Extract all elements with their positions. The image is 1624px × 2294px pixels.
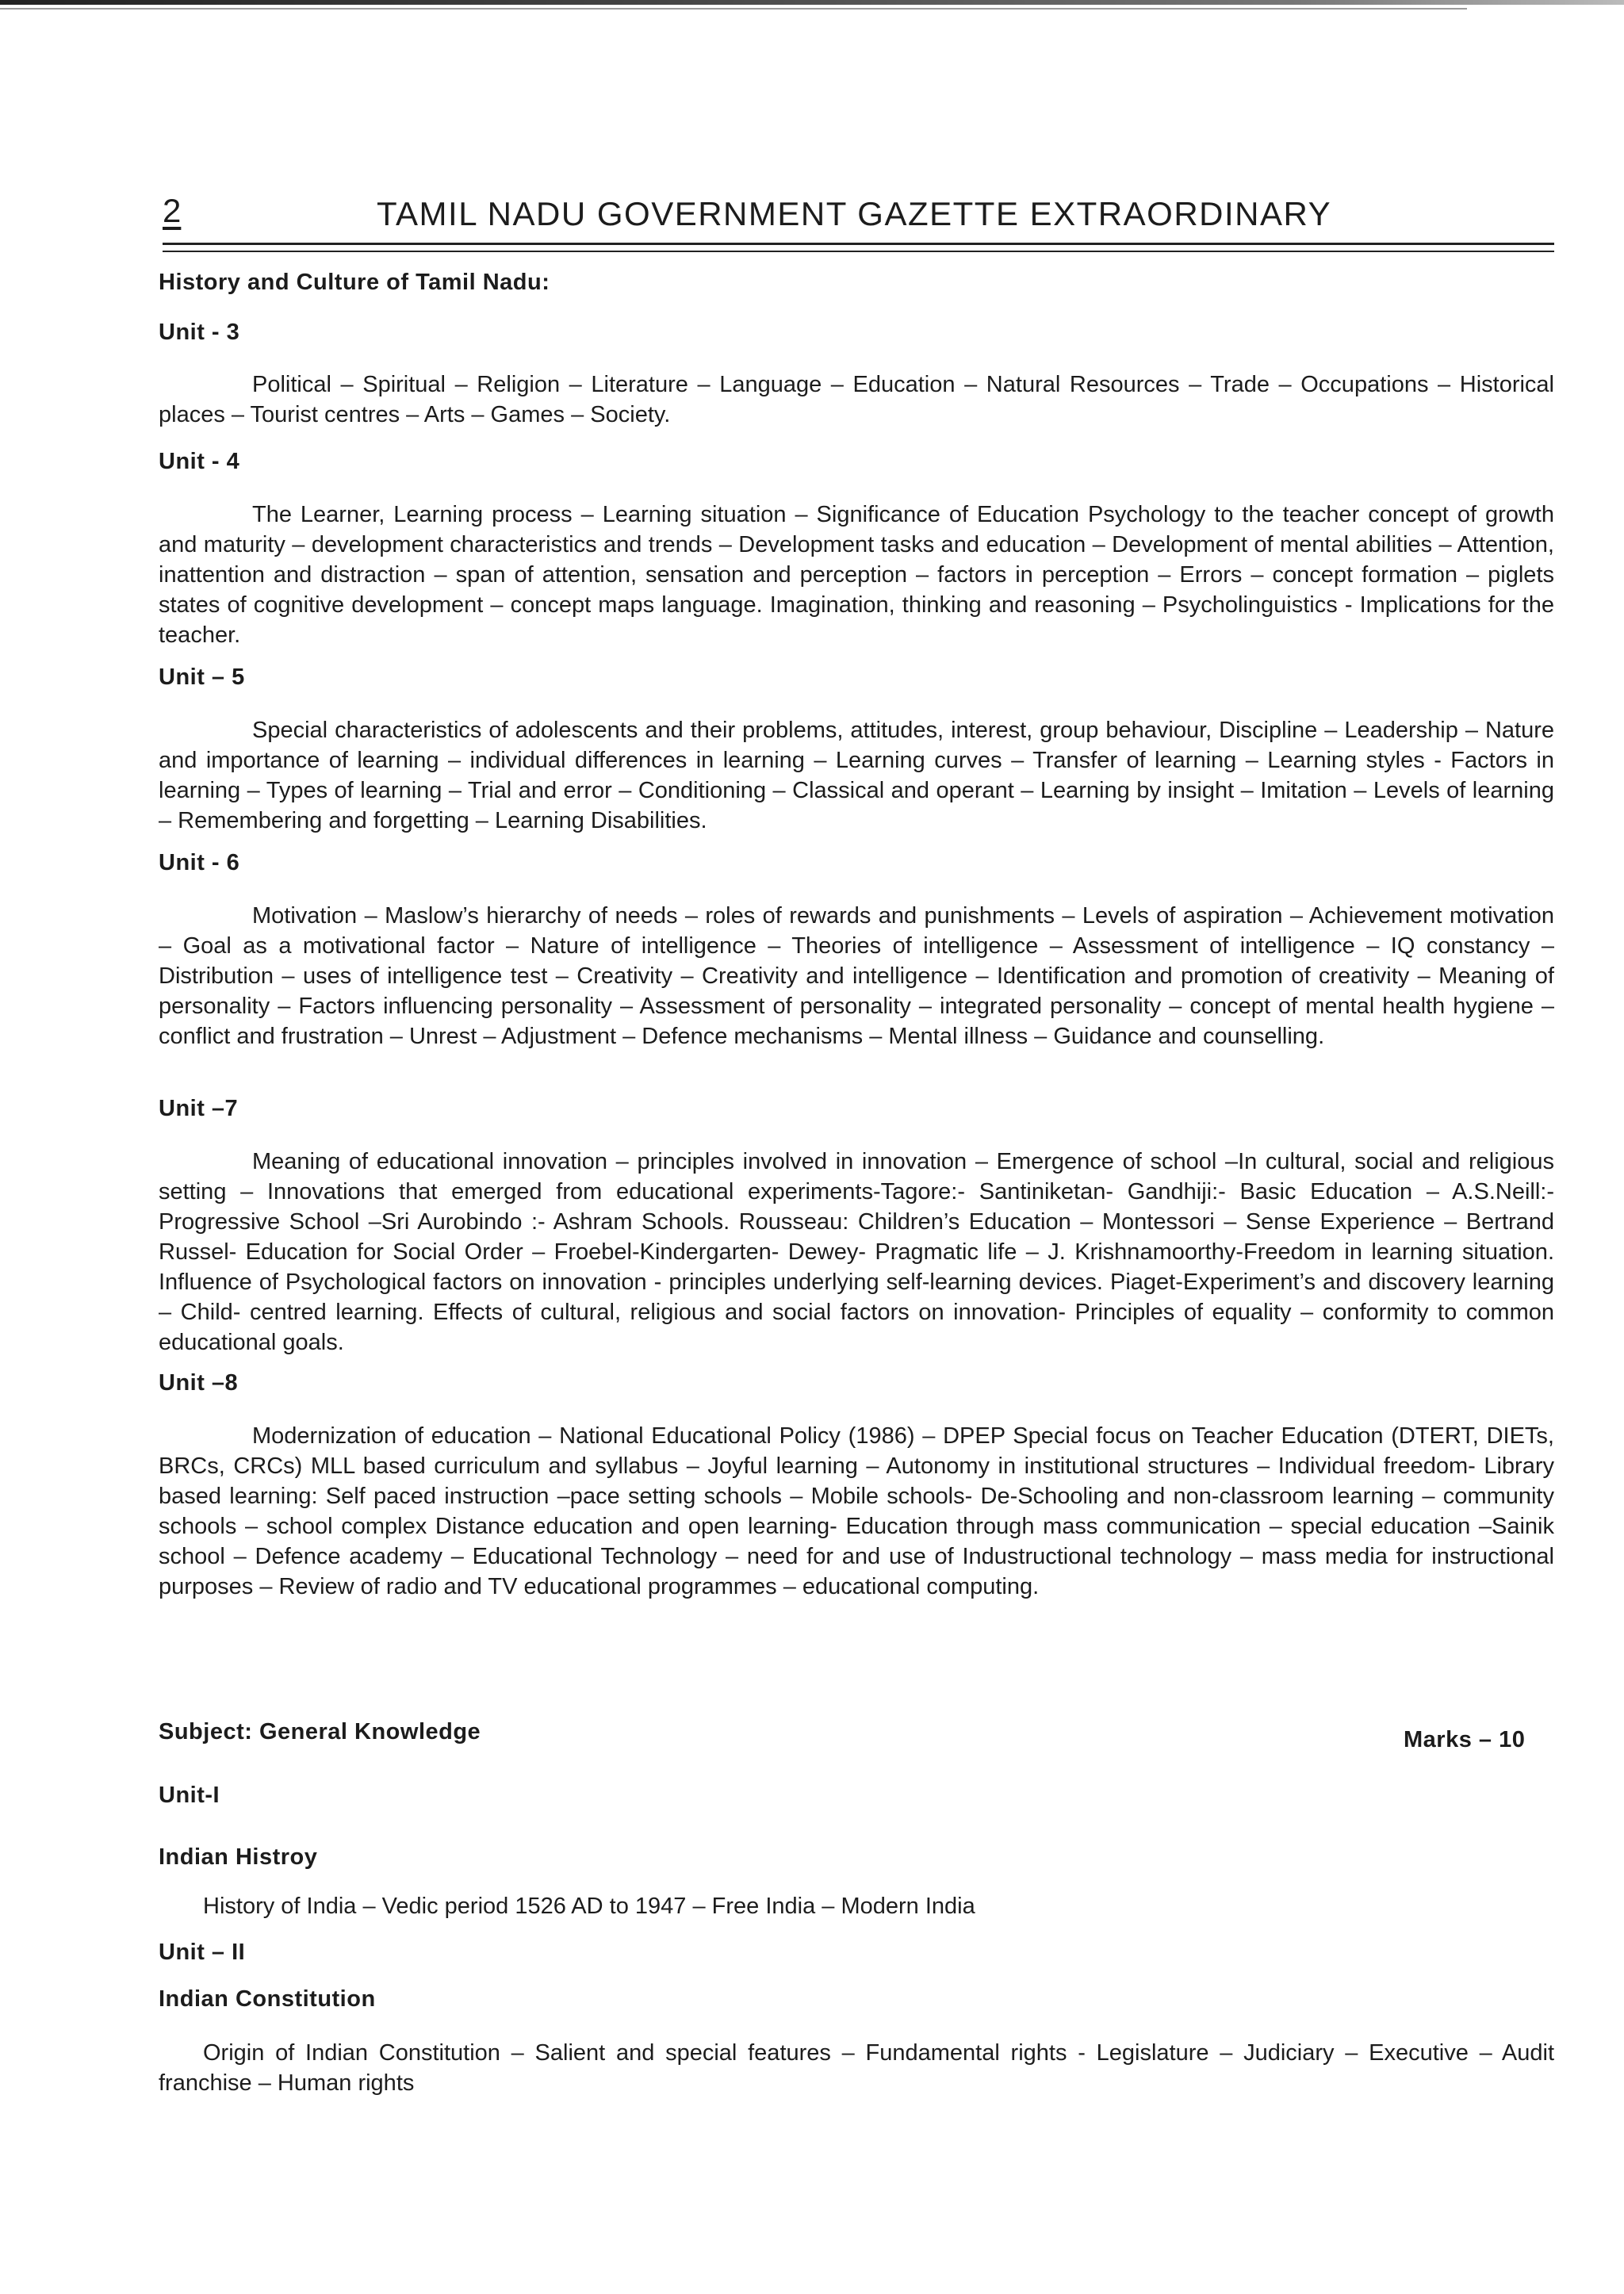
gazette-header	[163, 192, 1554, 239]
unit-4-heading: Unit - 4	[159, 449, 240, 474]
gk-unit-2-subheading: Indian Constitution	[159, 1986, 376, 2012]
unit-4-text: The Learner, Learning process – Learning situation – Significance of Education Psychology to the teacher concept of growth and maturity – development characteristics and trends – Development tasks and education – Development of mental abilities – Attention, inattention and distraction – span of attention, sensation and perception – factors in perception – Errors – concept formation – piglets states of cognitive development – concept maps language. Imagination, thinking and reasoning – Psycholinguistics - Implications for the teacher.	[159, 502, 1554, 648]
page-number: 2	[163, 192, 182, 229]
unit-7-heading: Unit –7	[159, 1096, 239, 1121]
unit-3-heading: Unit - 3	[159, 320, 240, 345]
scan-edge-line	[0, 8, 1467, 10]
header-rule-bottom	[163, 251, 1554, 252]
gk-unit-2-text: Origin of Indian Constitution – Salient and special features – Fundamental rights - Legislature – Judiciary – Executive – Audit franchise – Human rights	[159, 2040, 1554, 2096]
unit-8-text: Modernization of education – National Educational Policy (1986) – DPEP Special focus on Teacher Education (DTERT, DIETs, BRCs, CRCs) MLL based curriculum and syllabus – Joyful learning – Autonomy in institutional structures – Individual freedom- Library based learning: Self paced instruction –pace setting schools – Mobile schools- De-Schooling and non-classroom learning – community schools – school complex Distance education and open learning- Education through mass communication – special education –Sainik school – Defence academy – Educational Technology – need for and use of Industructional technology – mass media for instructional purposes – Review of radio and TV educational programmes – educational computing.	[159, 1423, 1554, 1599]
gk-unit-1-text: History of India – Vedic period 1526 AD to 1947 – Free India – Modern India	[203, 1894, 975, 1919]
marks-label: Marks – 10	[1404, 1727, 1526, 1752]
gk-unit-2-heading: Unit – II	[159, 1940, 246, 1965]
gk-unit-1-subheading: Indian Histroy	[159, 1844, 318, 1870]
unit-6-text: Motivation – Maslow’s hierarchy of needs – roles of rewards and punishments – Levels of aspiration – Achievement motivation – Goal as a motivational factor – Nature of intelligence – Theories of intelligence – Assessment of intelligence – IQ constancy – Distribution – uses of intelligence test – Creativity – Creativity and intelligence – Identification and promotion of creativity – Meaning of personality – Factors influencing personality – Assessment of personality – integrated personality – concept of mental health hygiene – conflict and frustration – Unrest – Adjustment – Defence mechanisms – Mental illness – Guidance and counselling.	[159, 903, 1554, 1049]
section-heading-history: History and Culture of Tamil Nadu:	[159, 270, 550, 295]
unit-7-text: Meaning of educational innovation – principles involved in innovation – Emergence of school –In cultural, social and religious setting – Innovations that emerged from educational experiments-Tagore:- Santiniketan- Gandhiji:- Basic Education – A.S.Neill:- Progressive School –Sri Aurobindo :- Ashram Schools. Rousseau: Children’s Education – Montessori – Sense Experience – Bertrand Russel- Education for Social Order – Froebel-Kindergarten- Dewey- Pragmatic life – J. Krishnamoorthy-Freedom in learning situation. Influence of Psychological factors on innovation - principles underlying self-learning devices. Piaget-Experiment’s and discovery learning – Child- centred learning. Effects of cultural, religious and social factors on innovation- Principles of equality – conformity to common educational goals.	[159, 1149, 1554, 1355]
unit-8-heading: Unit –8	[159, 1370, 239, 1396]
header-rule-top	[163, 243, 1554, 245]
subject-heading: Subject: General Knowledge	[159, 1719, 481, 1744]
unit-5-heading: Unit – 5	[159, 664, 245, 690]
unit-6-heading: Unit - 6	[159, 850, 240, 875]
unit-3-text: Political – Spiritual – Religion – Literature – Language – Education – Natural Resources – Trade – Occupations – Historical places – Tourist centres – Arts – Games – Society.	[159, 372, 1554, 427]
unit-5-text: Special characteristics of adolescents and their problems, attitudes, interest, group behaviour, Discipline – Leadership – Nature and importance of learning – individual differences in learning – Learning curves – Transfer of learning – Learning styles - Factors in learning – Types of learning – Trial and error – Conditioning – Classical and operant – Learning by insight – Imitation – Levels of learning – Remembering and forgetting – Learning Disabilities.	[159, 718, 1554, 833]
gk-unit-1-heading: Unit-I	[159, 1783, 220, 1808]
scan-edge-top	[0, 0, 1624, 5]
gazette-title: TAMIL NADU GOVERNMENT GAZETTE EXTRAORDINARY	[377, 195, 1332, 232]
